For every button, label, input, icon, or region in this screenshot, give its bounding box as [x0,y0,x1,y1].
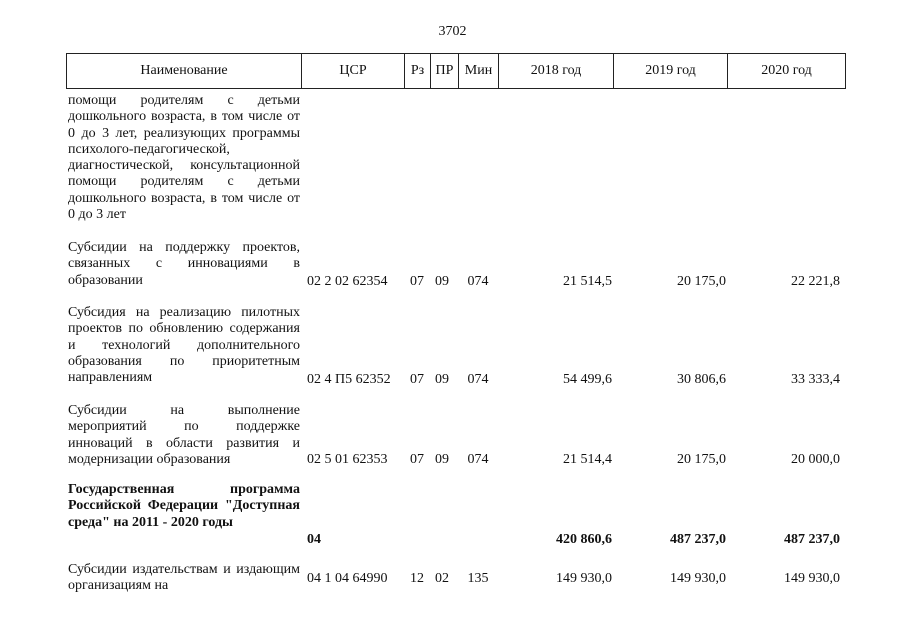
row-csr: 02 4 П5 62352 [307,372,391,387]
row-csr: 02 5 01 62353 [307,452,388,467]
row-pr: 09 [435,372,449,387]
row-2020: 149 930,0 [784,571,840,586]
row-csr: 02 2 02 62354 [307,274,388,289]
row-2019: 149 930,0 [670,571,726,586]
page-number: 3702 [438,24,467,39]
row-name: Государственная программа Российской Федерации "Доступная среда" на 2011 - 2020 годы [68,482,300,530]
row-2020: 22 221,8 [791,274,840,289]
header-rz: Рз [405,54,431,88]
header-name: Наименование [67,54,302,88]
header-2018: 2018 год [499,54,614,88]
row-min: 074 [467,372,489,387]
row-name: Субсидия на реализацию пилотных проектов по обновлению содержания и технологий дополнительного образования по приоритетным направлениям [68,305,300,386]
row-rz: 07 [410,452,424,467]
row-name: Субсидии на выполнение мероприятий по поддержке инноваций в области развития и модернизации образования [68,403,300,467]
row-2019: 30 806,6 [677,372,726,387]
header-2020: 2020 год [761,63,812,78]
row-csr: 04 1 04 64990 [307,571,388,586]
row-2018: 21 514,5 [563,274,612,289]
row-2020: 487 237,0 [784,532,840,547]
row-2018: 54 499,6 [563,372,612,387]
table-header [66,53,846,89]
row-name: Субсидии издательствам и издающим организациям на [68,562,300,594]
row-name: Субсидии на поддержку проектов, связанных с инновациями в образовании [68,240,300,288]
row-2018: 21 514,4 [563,452,612,467]
row-2020: 33 333,4 [791,372,840,387]
row-2019: 487 237,0 [670,532,726,547]
row-2019: 20 175,0 [677,452,726,467]
header-min: Мин [459,54,499,88]
header-csr: ЦСР [302,54,405,88]
row-pr: 09 [435,452,449,467]
row-min: 074 [467,274,489,289]
row-csr: 04 [307,532,321,547]
row-pr: 09 [435,274,449,289]
row-2020: 20 000,0 [791,452,840,467]
row-2018: 149 930,0 [556,571,612,586]
row-name: помощи родителям с детьми дошкольного возраста, в том числе от 0 до 3 лет, реализующих программы психолого-педагогической, диагностической, консультационной помощи родителям с детьми дошкольного возраста, в том числе от 0 до 3 лет [68,93,300,223]
row-rz: 07 [410,274,424,289]
row-rz: 07 [410,372,424,387]
header-pr: ПР [431,54,459,88]
row-min: 135 [467,571,489,586]
row-pr: 02 [435,571,449,586]
row-2019: 20 175,0 [677,274,726,289]
header-2019: 2019 год [614,54,728,88]
row-rz: 12 [410,571,424,586]
row-min: 074 [467,452,489,467]
row-2018: 420 860,6 [556,532,612,547]
